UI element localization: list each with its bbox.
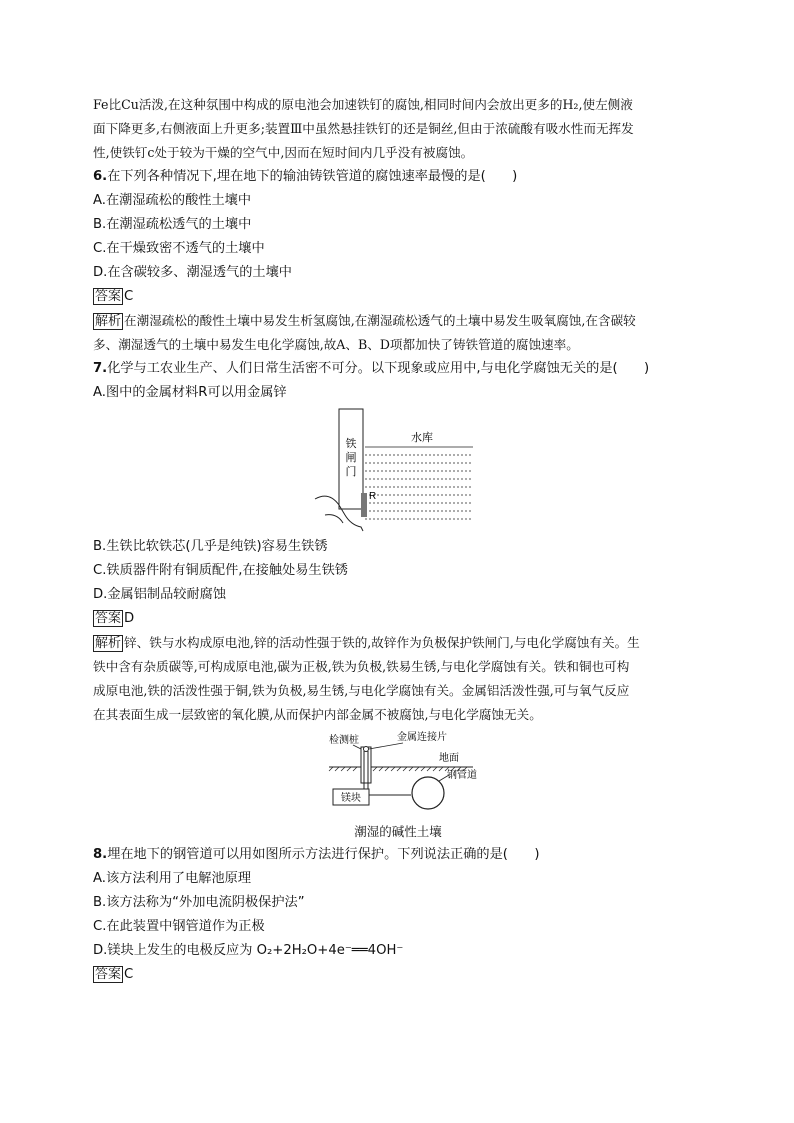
pipeline-protection-diagram xyxy=(93,731,703,819)
question-7-number: 7. xyxy=(93,361,108,376)
question-7-answer xyxy=(93,607,703,631)
answer-tag: 答案 xyxy=(95,289,122,304)
question-6-stem xyxy=(93,165,703,189)
intro-line-3: 性,使铁钉c处于较为干燥的空气中,因而在短时间内几乎没有被腐蚀。 xyxy=(93,145,474,160)
mg-block-label: 镁块 xyxy=(341,793,361,804)
question-8-text: 埋在地下的钢管道可以用如图所示方法进行保护。下列说法正确的是( ) xyxy=(107,847,540,862)
analysis-tag: 解析 xyxy=(95,314,122,329)
question-8-option-c: C.在此装置中钢管道作为正极 xyxy=(93,919,265,934)
question-6-text: 在下列各种情况下,埋在地下的输油铸铁管道的腐蚀速率最慢的是( ) xyxy=(107,169,518,184)
question-8-option-a: A.该方法利用了电解池原理 xyxy=(93,871,252,886)
answer-value: C xyxy=(124,289,134,304)
question-6-option-a: A.在潮湿疏松的酸性土壤中 xyxy=(93,193,252,208)
ground-label: 地面 xyxy=(439,753,459,764)
sluice-gate-diagram xyxy=(93,405,703,535)
question-7-stem xyxy=(93,357,703,381)
question-6-analysis-line-1 xyxy=(93,309,703,333)
gate-label-3: 门 xyxy=(345,466,357,478)
water-lines xyxy=(365,447,473,519)
question-6-option-b: B.在潮湿疏松透气的土壤中 xyxy=(93,217,252,232)
figure-caption: 潮湿的碱性土壤 xyxy=(354,824,442,839)
question-7-analysis-line-2: 铁中含有杂质碳等,可构成原电池,碳为正极,铁为负极,铁易生锈,与电化学腐蚀有关。铁和铜也可构 xyxy=(93,659,630,674)
question-7-analysis-line-1 xyxy=(93,631,703,655)
metal-connector xyxy=(364,747,369,752)
question-7-option-b: B.生铁比软铁芯(几乎是纯铁)容易生铁锈 xyxy=(93,539,328,554)
reservoir-label: 水库 xyxy=(411,432,433,444)
steel-pipe xyxy=(412,777,444,809)
metal-r-label: R xyxy=(369,491,377,502)
analysis-text: 在潮湿疏松的酸性土壤中易发生析氢腐蚀,在潮湿疏松透气的土壤中易发生吸氧腐蚀,在含碳较 xyxy=(124,313,636,328)
analysis-text: 锌、铁与水构成原电池,锌的活动性强于铁的,故锌作为负极保护铁闸门,与电化学腐蚀有关。生 xyxy=(124,635,640,650)
steel-pipe-label: 钢管道 xyxy=(447,770,477,781)
answer-tag: 答案 xyxy=(95,967,122,982)
detect-post xyxy=(361,747,371,783)
question-7-text: 化学与工农业生产、人们日常生活密不可分。以下现象或应用中,与电化学腐蚀无关的是( ) xyxy=(107,361,650,376)
question-6-analysis-line-2: 多、潮湿透气的土壤中易发生电化学腐蚀,故A、B、D项都加快了铸铁管道的腐蚀速率。 xyxy=(93,337,579,352)
sluice-gate-figure xyxy=(93,405,703,535)
ground-contour-2 xyxy=(325,515,343,523)
question-7-option-d: D.金属铝制品较耐腐蚀 xyxy=(93,587,227,602)
intro-line-1: Fe比Cu活泼,在这种氛围中构成的原电池会加速铁钉的腐蚀,相同时间内会放出更多的H₂,使左侧液 xyxy=(93,97,633,112)
question-8-number: 8. xyxy=(93,847,108,862)
question-6-option-d: D.在含碳较多、潮湿透气的土壤中 xyxy=(93,265,292,280)
question-7-analysis-line-4: 在其表面生成一层致密的氧化膜,从而保护内部金属不被腐蚀,与电化学腐蚀无关。 xyxy=(93,707,542,722)
connector-leader xyxy=(369,743,403,749)
gate-label-2: 闸 xyxy=(345,452,357,464)
question-8-option-d: D.镁块上发生的电极反应为 O₂+2H₂O+4e⁻══4OH⁻ xyxy=(93,943,404,958)
question-7-option-c: C.铁质器件附有铜质配件,在接触处易生铁锈 xyxy=(93,563,348,578)
pipeline-protection-figure xyxy=(93,731,703,819)
metal-r xyxy=(361,493,367,517)
metal-piece-label: 金属连接片 xyxy=(397,732,447,743)
answer-value: D xyxy=(124,611,135,626)
answer-tag: 答案 xyxy=(95,611,122,626)
document-page xyxy=(93,93,703,987)
intro-line-2: 面下降更多,右侧液面上升更多;装置Ⅲ中虽然悬挂铁钉的还是铜丝,但由于浓硫酸有吸水性而无挥发 xyxy=(93,121,634,136)
question-7-option-a: A.图中的金属材料R可以用金属锌 xyxy=(93,385,287,400)
detect-post-label: 检测桩 xyxy=(329,735,359,746)
answer-value: C xyxy=(124,967,134,982)
question-6-number: 6. xyxy=(93,169,108,184)
analysis-tag: 解析 xyxy=(95,636,122,651)
question-6-answer xyxy=(93,285,703,309)
question-6-option-c: C.在干燥致密不透气的土壤中 xyxy=(93,241,265,256)
question-8-stem xyxy=(93,843,703,867)
question-8-option-b: B.该方法称为“外加电流阴极保护法” xyxy=(93,895,305,910)
gate-label-1: 铁 xyxy=(345,438,357,450)
question-7-analysis-line-3: 成原电池,铁的活泼性强于铜,铁为负极,易生锈,与电化学腐蚀有关。金属铝活泼性强,可与氧气反应 xyxy=(93,683,630,698)
question-8-answer xyxy=(93,963,703,987)
